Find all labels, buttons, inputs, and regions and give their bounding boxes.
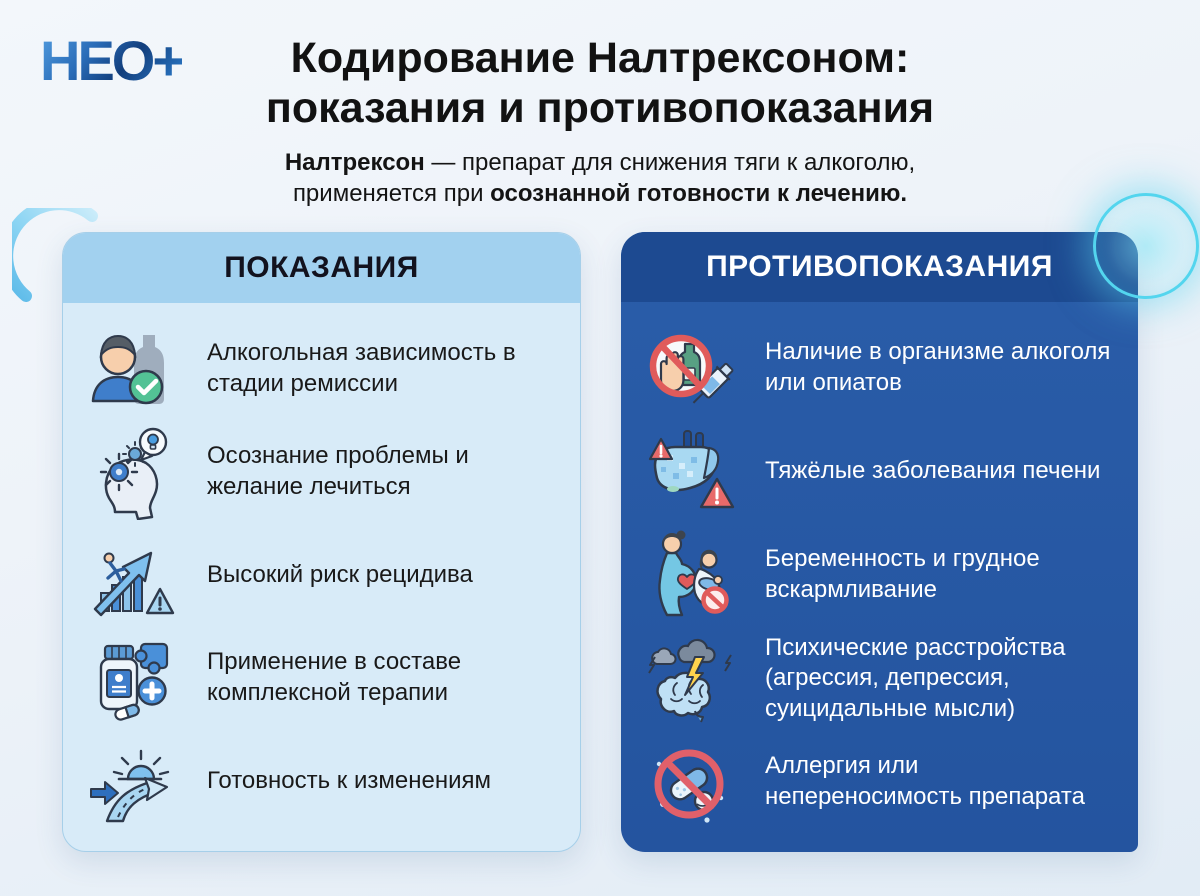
contraindication-text: Тяжёлые заболевания печени xyxy=(765,457,1101,485)
contraindication-text: Наличие в организме алкоголя или опиатов xyxy=(765,338,1111,396)
list-item xyxy=(85,733,560,829)
relapse-risk-chart-icon xyxy=(85,527,181,623)
list-item xyxy=(85,321,560,417)
neo-plus-logo: НЕО+ xyxy=(40,29,183,92)
list-item xyxy=(643,423,1118,519)
indication-text: Готовность к изменениям xyxy=(207,766,491,794)
road-to-change-icon xyxy=(85,733,181,829)
list-item xyxy=(85,527,560,623)
list-item xyxy=(85,424,560,520)
contraindications-list xyxy=(621,302,1138,852)
indications-card-title: ПОКАЗАНИЯ xyxy=(63,233,580,303)
contraindication-text: Беременность и грудное вскармливание xyxy=(765,545,1040,603)
brain-storm-icon xyxy=(643,631,739,727)
list-item xyxy=(643,734,1118,830)
subtitle-text2: применяется при xyxy=(292,180,491,208)
list-item xyxy=(85,630,560,726)
indications-card xyxy=(62,232,581,852)
indication-text: Высокий риск рецидива xyxy=(207,560,473,588)
page-subtitle xyxy=(0,147,1200,210)
medicine-complex-therapy-icon xyxy=(85,630,181,726)
contraindications-card xyxy=(621,232,1138,852)
no-alcohol-opiates-icon xyxy=(643,320,739,416)
subtitle-drug-name: Налтрексон xyxy=(284,148,425,176)
indication-text: Алкогольная зависимость в стадии ремиссии xyxy=(207,338,516,397)
cards-row xyxy=(62,232,1138,852)
list-item xyxy=(643,527,1118,623)
person-bottle-check-icon xyxy=(85,321,181,417)
contraindication-text: Аллергия или непереносимость препарата xyxy=(765,752,1085,811)
contraindications-card-title: ПРОТИВОПОКАЗАНИЯ xyxy=(621,232,1138,302)
liver-disease-warning-icon xyxy=(643,423,739,519)
page-title-line1: Кодирование Налтрексоном: xyxy=(290,34,910,82)
list-item xyxy=(643,631,1118,727)
subtitle-emphasis: осознанной готовности к лечению. xyxy=(490,180,908,208)
indication-text: Применение в составе комплексной терапии xyxy=(207,648,462,707)
pregnancy-breastfeeding-icon xyxy=(643,527,739,623)
contraindication-text: Психические расстройства (агрессия, депрессия, суицидальные мысли) xyxy=(765,633,1066,722)
indication-text: Осознание проблемы и желание лечиться xyxy=(207,442,469,500)
subtitle-line2 xyxy=(0,178,1200,210)
subtitle-line1 xyxy=(0,147,1200,179)
indications-list xyxy=(63,303,580,851)
page-title-line2: показания и противопоказания xyxy=(265,83,935,132)
subtitle-text: — препарат для снижения тяги к алкоголю, xyxy=(424,148,916,176)
no-pills-allergy-icon xyxy=(643,734,739,830)
list-item xyxy=(643,320,1118,416)
head-gears-idea-icon xyxy=(85,424,181,520)
